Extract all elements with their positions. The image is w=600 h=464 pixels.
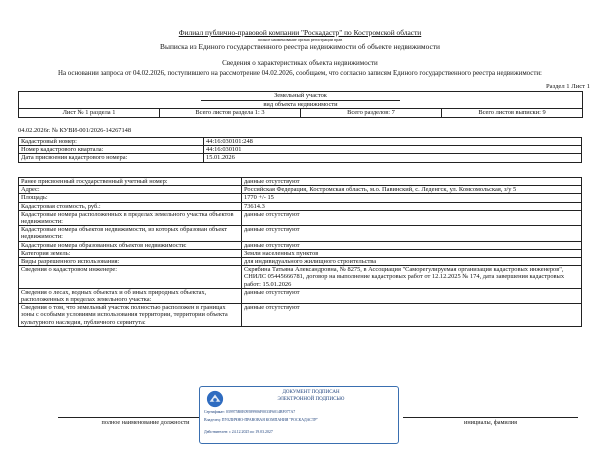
electronic-signature-stamp <box>199 386 399 444</box>
row-value: 73614.3 <box>242 202 582 210</box>
organization-name: Филиал публично-правовой компании "Роскадастр" по Костромской области <box>178 28 422 37</box>
total-sheets: Всего листов выписки: 9 <box>442 109 583 118</box>
row-label: Сведения о кадастровом инженере: <box>19 266 242 289</box>
row-value: для индивидуального жилищного строительства <box>242 258 582 266</box>
row-value: 15.01.2026 <box>204 154 582 162</box>
sheet-number: Лист № 1 раздела 1 <box>19 109 160 118</box>
row-label: Кадастровые номера объектов недвижимости, из которых образован объект недвижимости: <box>19 226 242 241</box>
total-sheets-section: Всего листов раздела 1: 3 <box>160 109 301 118</box>
table-row <box>19 249 582 257</box>
table-row <box>19 146 582 154</box>
row-label: Кадастровые номера образованных объектов недвижимости: <box>19 241 242 249</box>
row-value: данные отсутствуют <box>242 241 582 249</box>
row-value: 1770 +/- 15 <box>242 194 582 202</box>
stamp-title: ДОКУМЕНТ ПОДПИСАН <box>282 390 340 395</box>
table-row <box>19 202 582 210</box>
row-label: Сведения о лесах, водных объектах и об иных природных объектах, расположенных в пределах земельного участка: <box>19 288 242 303</box>
summary-table <box>18 91 583 118</box>
row-label: Площадь: <box>19 194 242 202</box>
emblem-icon <box>206 390 224 408</box>
document-title: Выписка из Единого государственного реестра недвижимости об объекте недвижимости <box>160 42 440 51</box>
table-row <box>19 241 582 249</box>
intro-text: На основании запроса от 04.02.2026, поступившего на рассмотрение 04.02.2026, сообщаем, что согласно записям Единого государственного реестра недвижимости: <box>58 70 542 77</box>
table-row <box>19 154 582 162</box>
reference-number: 04.02.2026г. № КУВИ-001/2026-14267148 <box>18 127 132 134</box>
table-row <box>19 178 582 186</box>
row-label: Номер кадастрового квартала: <box>19 146 204 154</box>
row-label: Категория земель: <box>19 249 242 257</box>
stamp-subtitle: ЭЛЕКТРОННОЙ ПОДПИСЬЮ <box>277 397 345 402</box>
table-row <box>19 186 582 194</box>
object-type-note: вид объекта недвижимости <box>201 100 400 109</box>
row-label: Кадастровая стоимость, руб.: <box>19 202 242 210</box>
row-value: данные отсутствуют <box>242 288 582 303</box>
table-row <box>19 258 582 266</box>
table-row <box>19 226 582 241</box>
row-value: данные отсутствуют <box>242 304 582 327</box>
table-row <box>19 210 582 225</box>
stamp-certificate: Сертификат: 039975B0E09589906F0033F6014BF077A7 <box>204 410 296 414</box>
table-row <box>19 266 582 289</box>
stamp-validity: Действителен: с 24.12.2025 по 19.03.2027 <box>204 430 273 434</box>
table-row <box>19 288 582 303</box>
details-table <box>18 177 582 327</box>
object-type: Земельный участок <box>274 92 327 99</box>
object-type-cell <box>19 92 583 109</box>
organization-note: полное наименование органа регистрации прав <box>257 37 343 42</box>
section-title: Сведения о характеристиках объекта недвижимости <box>222 59 378 67</box>
row-value: данные отсутствуют <box>242 178 582 186</box>
section-reference: Раздел 1 Лист 1 <box>546 83 590 90</box>
row-label: Сведения о том, что земельный участок полностью расположен в границах зоны с особыми условиями использования территории, территории объекта культурного наследия, публичного сервитута: <box>19 304 242 327</box>
row-value: Скрябина Татьяна Александровна, № 8275, в Ассоциация "Саморегулируемая организация кадастровых инженеров", СНИЛС 05445666781, договор на выполнение кадастровых работ от 12.12.2025 № 174, дата завершения кадастровых работ: 15.01.2026 <box>242 266 582 289</box>
total-sections: Всего разделов: 7 <box>301 109 442 118</box>
table-row <box>19 138 582 146</box>
position-label: полное наименование должности <box>58 417 233 426</box>
stamp-owner: Владелец: ПУБЛИЧНО-ПРАВОВАЯ КОМПАНИЯ "РОСКАДАСТР" <box>204 418 319 422</box>
ids-table <box>18 137 582 163</box>
row-label: Кадастровый номер: <box>19 138 204 146</box>
table-row <box>19 304 582 327</box>
row-value: данные отсутствуют <box>242 226 582 241</box>
name-label: инициалы, фамилия <box>403 417 578 426</box>
row-label: Дата присвоения кадастрового номера: <box>19 154 204 162</box>
row-value: Российская Федерация, Костромская область, м.о. Павинский, с. Леденгск, ул. Комсомольская, з/у 5 <box>242 186 582 194</box>
row-label: Адрес: <box>19 186 242 194</box>
row-value: 44:16:030101:248 <box>204 138 582 146</box>
row-value: Земли населенных пунктов <box>242 249 582 257</box>
row-label: Ранее присвоенный государственный учетный номер: <box>19 178 242 186</box>
row-value: данные отсутствуют <box>242 210 582 225</box>
row-label: Виды разрешенного использования: <box>19 258 242 266</box>
table-row <box>19 194 582 202</box>
row-value: 44:16:030101 <box>204 146 582 154</box>
row-label: Кадастровые номера расположенных в пределах земельного участка объектов недвижимости: <box>19 210 242 225</box>
